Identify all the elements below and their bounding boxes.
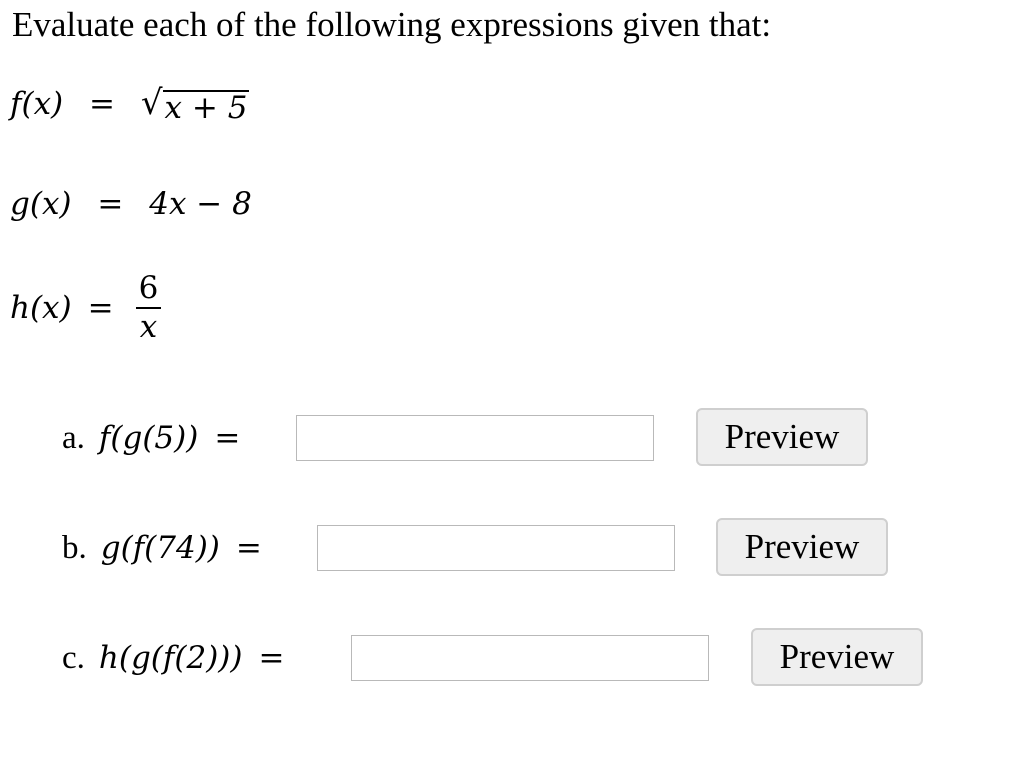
question-a-expression: f(g(5))	[98, 420, 199, 456]
question-a	[62, 414, 256, 462]
function-h-definition	[10, 270, 161, 346]
question-c-equals: =	[258, 640, 285, 676]
function-g-definition	[10, 186, 252, 222]
answer-input-a[interactable]	[296, 415, 654, 461]
radical-sign-icon: √	[140, 83, 163, 123]
question-a-letter: a.	[62, 419, 85, 456]
function-h-denominator: x	[139, 309, 158, 346]
function-f-definition	[10, 83, 249, 126]
function-h-equals: =	[87, 290, 114, 327]
preview-button-b[interactable]: Preview	[716, 518, 888, 576]
question-c-expression: h(g(f(2)))	[98, 640, 243, 676]
question-b-letter: b.	[62, 529, 87, 566]
function-g-lhs: g(x)	[10, 186, 72, 222]
preview-button-c[interactable]: Preview	[751, 628, 923, 686]
function-h-lhs: h(x)	[10, 290, 72, 327]
instructions-heading: Evaluate each of the following expressions given that:	[12, 5, 772, 44]
function-f-equals: =	[89, 86, 115, 122]
function-g-rhs: 4x − 8	[149, 186, 252, 222]
function-f-radicand: x + 5	[164, 90, 248, 126]
function-h-fraction	[136, 270, 162, 346]
answer-input-c[interactable]	[351, 635, 709, 681]
question-b-expression: g(f(74))	[100, 530, 220, 566]
question-c-letter: c.	[62, 639, 85, 676]
question-a-equals: =	[214, 420, 241, 456]
square-root	[140, 83, 250, 126]
function-h-numerator: 6	[136, 270, 162, 309]
answer-input-b[interactable]	[317, 525, 675, 571]
function-f-lhs: f(x)	[10, 86, 64, 122]
question-c	[62, 634, 300, 682]
question-b	[62, 524, 278, 572]
function-g-equals: =	[97, 186, 124, 222]
question-b-equals: =	[235, 530, 262, 566]
preview-button-a[interactable]: Preview	[696, 408, 868, 466]
